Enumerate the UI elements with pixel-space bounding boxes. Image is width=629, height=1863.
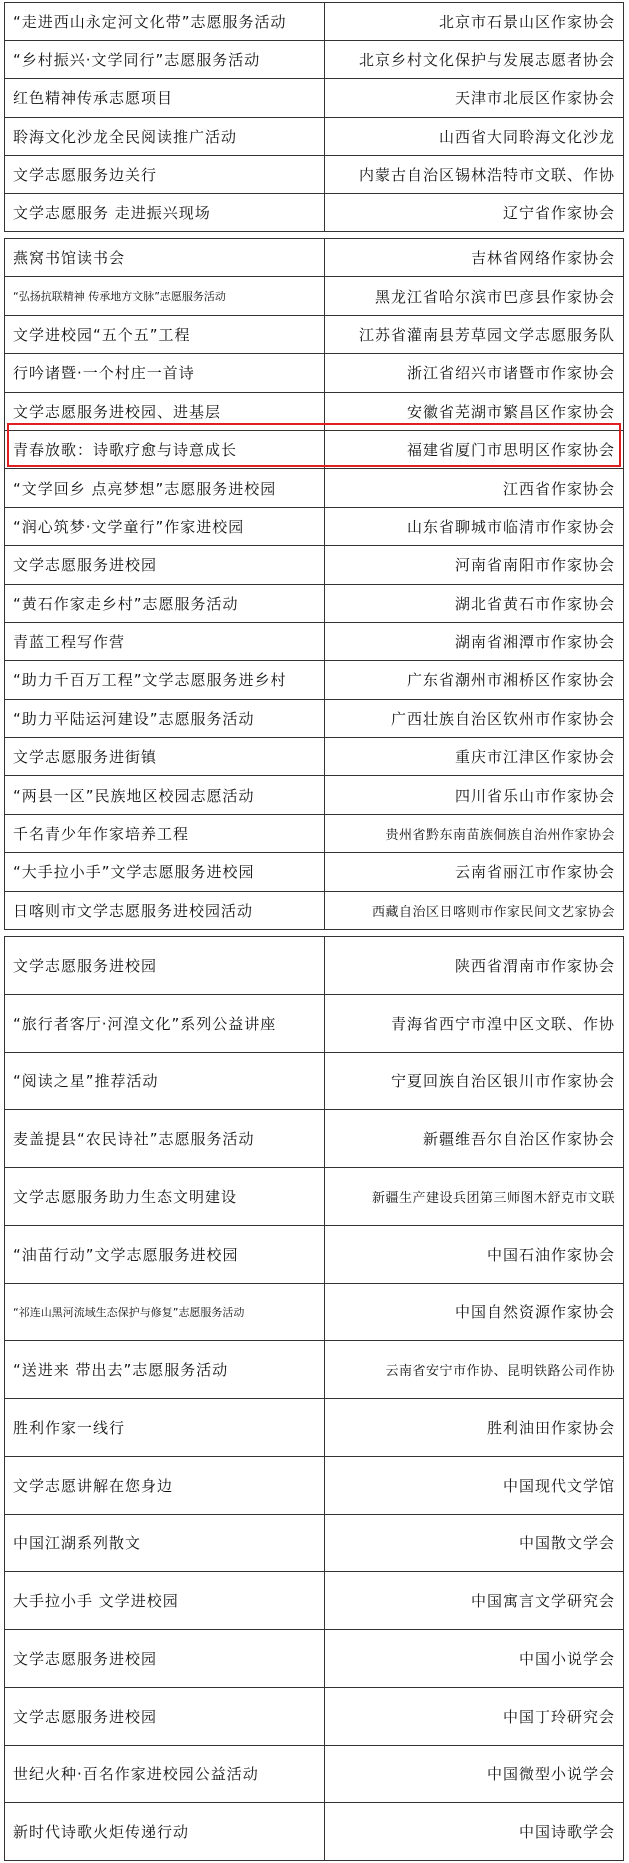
table-row (5, 1398, 623, 1456)
table-row (5, 737, 623, 775)
activity-cell: “黄石作家走乡村”志愿服务活动 (5, 585, 325, 622)
organizer-cell: 西藏自治区日喀则市作家民间文艺家协会 (371, 904, 615, 920)
table-row (5, 155, 623, 193)
table-row (5, 660, 623, 698)
table-row (5, 1687, 623, 1745)
organizer-cell: 新疆生产建设兵团第三师图木舒克市文联 (371, 1190, 615, 1206)
activity-table-2 (4, 238, 624, 930)
table-row (5, 1456, 623, 1514)
activity-cell: 文学志愿服务进校园 (5, 937, 325, 994)
table-row (5, 1514, 623, 1572)
activity-cell: “助力平陆运河建设”志愿服务活动 (5, 700, 325, 737)
table-row (5, 430, 623, 468)
organizer-cell: 吉林省网络作家协会 (470, 249, 615, 268)
table-row (5, 1340, 623, 1398)
organizer-cell: 山西省大同聆海文化沙龙 (438, 127, 615, 146)
table-row (5, 1052, 623, 1110)
activity-cell: “旅行者客厅·河湟文化”系列公益讲座 (5, 995, 325, 1052)
organizer-cell: 中国散文学会 (518, 1534, 615, 1553)
table-row (5, 1283, 623, 1341)
table-row (5, 1629, 623, 1687)
activity-table-1 (4, 2, 624, 232)
activity-cell: 燕窝书馆读书会 (5, 239, 325, 276)
activity-cell: 文学志愿服务助力生态文明建设 (5, 1168, 325, 1225)
activity-cell: 文学志愿服务进校园 (5, 1688, 325, 1745)
table-row (5, 1109, 623, 1167)
table-row (5, 545, 623, 583)
activity-cell: “两县一区”民族地区校园志愿活动 (5, 776, 325, 813)
activity-cell: “阅读之星”推荐活动 (5, 1053, 325, 1110)
organizer-cell: 江苏省灌南县芳草园文学志愿服务队 (358, 325, 615, 344)
organizer-cell: 山东省聊城市临清市作家协会 (406, 517, 615, 536)
activity-cell: 青春放歌：诗歌疗愈与诗意成长 (5, 431, 325, 468)
table-row (5, 1225, 623, 1283)
activity-cell: 文学志愿服务进校园、进基层 (5, 393, 325, 430)
table-row (5, 468, 623, 506)
table-row (5, 1745, 623, 1803)
activity-cell: 日喀则市文学志愿服务进校园活动 (5, 892, 325, 929)
organizer-cell: 中国寓言文学研究会 (470, 1592, 615, 1611)
table-row (5, 353, 623, 391)
organizer-cell: 青海省西宁市湟中区文联、作协 (390, 1014, 615, 1033)
activity-cell: 红色精神传承志愿项目 (5, 79, 325, 116)
organizer-cell: 中国诗歌学会 (518, 1823, 615, 1842)
organizer-cell: 北京市石景山区作家协会 (438, 13, 615, 32)
organizer-cell: 重庆市江津区作家协会 (454, 748, 615, 767)
table-row (5, 891, 623, 929)
table-row (5, 775, 623, 813)
organizer-cell: 中国石油作家协会 (486, 1245, 615, 1264)
activity-cell: “文学回乡 点亮梦想”志愿服务进校园 (5, 469, 325, 506)
activity-cell: 文学进校园“五个五”工程 (5, 316, 325, 353)
organizer-cell: 中国现代文学馆 (502, 1476, 615, 1495)
table-row (5, 937, 623, 994)
table-row (5, 1571, 623, 1629)
activity-cell: “乡村振兴·文学同行”志愿服务活动 (5, 41, 325, 78)
table-row (5, 193, 623, 231)
table-row (5, 699, 623, 737)
activity-cell: 青蓝工程写作营 (5, 623, 325, 660)
activity-cell: 文学志愿服务进校园 (5, 1630, 325, 1687)
table-row (5, 1802, 623, 1860)
table-row (5, 117, 623, 155)
organizer-cell: 河南省南阳市作家协会 (454, 556, 615, 575)
organizer-cell: 安徽省芜湖市繁昌区作家协会 (406, 402, 615, 421)
activity-cell: “油苗行动”文学志愿服务进校园 (5, 1226, 325, 1283)
organizer-cell: 陕西省渭南市作家协会 (454, 956, 615, 975)
table-row (5, 40, 623, 78)
organizer-cell: 四川省乐山市作家协会 (454, 786, 615, 805)
organizer-cell: 云南省丽江市作家协会 (454, 863, 615, 882)
activity-cell: 大手拉小手 文学进校园 (5, 1572, 325, 1629)
activity-cell: 中国江湖系列散文 (5, 1515, 325, 1572)
organizer-cell: 广东省潮州市湘桥区作家协会 (406, 671, 615, 690)
table-row (5, 814, 623, 852)
organizer-cell: 江西省作家协会 (502, 479, 615, 498)
activity-cell: “大手拉小手”文学志愿服务进校园 (5, 853, 325, 890)
activity-cell: 麦盖提县“农民诗社”志愿服务活动 (5, 1110, 325, 1167)
organizer-cell: 胜利油田作家协会 (486, 1418, 615, 1437)
table-row (5, 1167, 623, 1225)
organizer-cell: 中国小说学会 (518, 1649, 615, 1668)
table-row (5, 315, 623, 353)
organizer-cell: 辽宁省作家协会 (502, 203, 615, 222)
activity-cell: “润心筑梦·文学童行”作家进校园 (5, 508, 325, 545)
organizer-cell: 贵州省黔东南苗族侗族自治州作家协会 (385, 828, 615, 844)
activity-cell: “助力千百万工程”文学志愿服务进乡村 (5, 661, 325, 698)
organizer-cell: 新疆维吾尔自治区作家协会 (422, 1130, 615, 1149)
activity-cell: “走进西山永定河文化带”志愿服务活动 (5, 3, 325, 40)
activity-cell: 新时代诗歌火炬传递行动 (5, 1803, 325, 1860)
activity-cell: 文学志愿服务 走进振兴现场 (5, 194, 325, 231)
organizer-cell: 广西壮族自治区钦州市作家协会 (390, 709, 615, 728)
organizer-cell: 北京乡村文化保护与发展志愿者协会 (358, 51, 615, 70)
organizer-cell: 云南省安宁市作协、昆明铁路公司作协 (385, 1364, 615, 1380)
organizer-cell: 福建省厦门市思明区作家协会 (406, 441, 615, 460)
activity-cell: 千名青少年作家培养工程 (5, 815, 325, 852)
organizer-cell: 内蒙古自治区锡林浩特市文联、作协 (358, 165, 615, 184)
activity-cell: 世纪火种·百名作家进校园公益活动 (5, 1746, 325, 1803)
activity-cell: 胜利作家一线行 (5, 1399, 325, 1456)
activity-cell: 文学志愿讲解在您身边 (5, 1457, 325, 1514)
organizer-cell: 黑龙江省哈尔滨市巴彦县作家协会 (374, 287, 615, 306)
activity-table-3 (4, 936, 624, 1861)
organizer-cell: 浙江省绍兴市诸暨市作家协会 (406, 364, 615, 383)
table-row (5, 507, 623, 545)
organizer-cell: 中国丁玲研究会 (502, 1707, 615, 1726)
organizer-cell: 宁夏回族自治区银川市作家协会 (390, 1072, 615, 1091)
table-row (5, 852, 623, 890)
table-row (5, 584, 623, 622)
table-row (5, 276, 623, 314)
activity-cell: “祁连山黑河流域生态保护与修复”志愿服务活动 (5, 1284, 325, 1341)
activity-cell: “弘扬抗联精神 传承地方文脉”志愿服务活动 (5, 277, 325, 314)
activity-cell: “送进来 带出去”志愿服务活动 (5, 1341, 325, 1398)
table-row (5, 78, 623, 116)
activity-cell: 文学志愿服务进街镇 (5, 738, 325, 775)
activity-cell: 文学志愿服务进校园 (5, 546, 325, 583)
organizer-cell: 中国自然资源作家协会 (454, 1303, 615, 1322)
table-row (5, 3, 623, 40)
activity-cell: 聆海文化沙龙全民阅读推广活动 (5, 118, 325, 155)
table-row (5, 994, 623, 1052)
activity-cell: 文学志愿服务边关行 (5, 156, 325, 193)
table-row (5, 239, 623, 276)
organizer-cell: 天津市北辰区作家协会 (454, 89, 615, 108)
organizer-cell: 中国微型小说学会 (486, 1765, 615, 1784)
organizer-cell: 湖北省黄石市作家协会 (454, 594, 615, 613)
table-row (5, 392, 623, 430)
activity-cell: 行吟诸暨·一个村庄一首诗 (5, 354, 325, 391)
table-row (5, 622, 623, 660)
organizer-cell: 湖南省湘潭市作家协会 (454, 633, 615, 652)
